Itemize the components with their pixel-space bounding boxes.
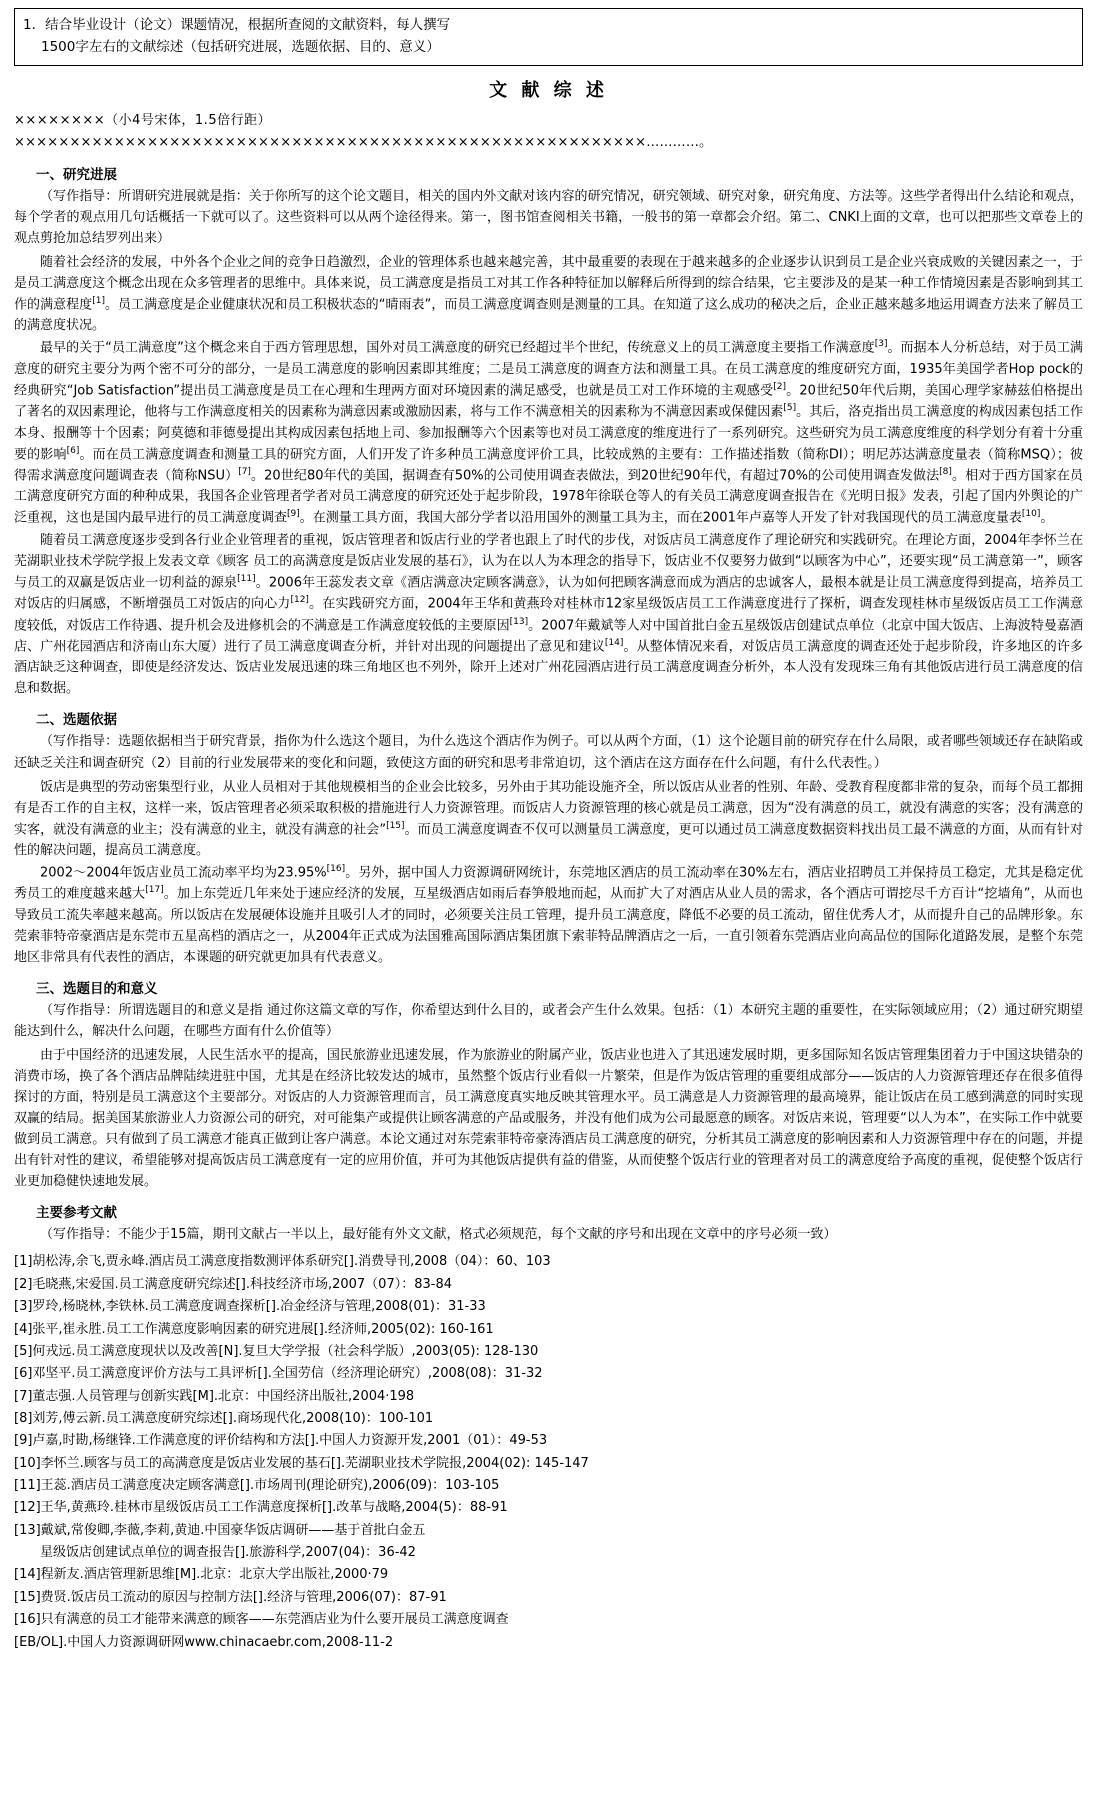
reference-item: [10]李怀兰.顾客与员工的高满意度是饭店业发展的基石[].芜湖职业技术学院报,2004(02): 145-147 bbox=[14, 1455, 589, 1471]
reference-item: [9]卢嘉,时勘,杨继锋.工作满意度的评价结构和方法[].中国人力资源开发,2001（01）：49-53 bbox=[14, 1433, 548, 1449]
reference-item: [5]何戎远.员工满意度现状以及改善[N].复旦大学学报（社会科学版）,2003(05): 128-130 bbox=[14, 1343, 539, 1359]
section-heading-purpose-significance: 三、选题目的和意义 bbox=[36, 980, 158, 997]
reference-item: [8]刘芳,傅云新.员工满意度研究综述[].商场现代化,2008(10)：100-101 bbox=[14, 1410, 434, 1426]
reference-item: [6]邓坚平.员工满意度评价方法与工具评析[].全国劳信（经济理论研究）,2008(08)：31-32 bbox=[14, 1366, 543, 1382]
instruction-line-1: 1．结合毕业设计（论文）课题情况，根据所查阅的文献资料，每人撰写 bbox=[23, 17, 451, 33]
reference-item: 星级饭店创建试点单位的调查报告[].旅游科学,2007(04)：36-42 bbox=[40, 1545, 416, 1561]
reference-item: [1]胡松涛,余飞,贾永峰.酒店员工满意度指数测评体系研究[].消费导刊,2008（04）：60、103 bbox=[14, 1254, 551, 1270]
reference-item: [7]董志强.人员管理与创新实践[M].北京：中国经济出版社,2004·198 bbox=[14, 1388, 415, 1404]
reference-item: [16]只有满意的员工才能带来满意的顾客——东莞酒店业为什么要开展员工满意度调查 bbox=[14, 1612, 509, 1628]
section-guide-references: （写作指导：不能少于15篇，期刊文献占一半以上，最好能有外文文献，格式必须规范，每个文献的序号和出现在文章中的序号必须一致） bbox=[40, 1227, 837, 1243]
section-heading-references: 主要参考文献 bbox=[36, 1205, 117, 1222]
paragraph: 饭店是典型的劳动密集型行业，从业人员相对于其他规模相当的企业会比较多，另外由于其功能设施齐全，所以饭店从业者的性别、年龄、受教育程度都非常的复杂，而每个员工都拥有是否工作的自主权，这样一来，饭店管理者必须采取积极的措施进行人力资源管理。而饭店人力资源管理的核心就是员工满意，因为“没有满意的员工，就没有满意的实客；没有满意的实客，就没有满意的业主；没有满意的业主，就没有满意的社会”[15]。而员工满意度调查不仅可以测量员工满意度，更可以通过员工满意度数据资料找出员工最不满意的方面，从而有针对性的解决问题，提高员工满意度。 bbox=[14, 779, 1083, 859]
reference-item: [15]费贤.饭店员工流动的原因与控制方法[].经济与管理,2006(07)：87-91 bbox=[14, 1589, 447, 1605]
section-guide-topic-basis: （写作指导：选题依据相当于研究背景，指你为什么选这个题目，为什么选这个酒店作为例子。可以从两个方面，（1）这个论题目前的研究存在什么局限，或者哪些领域还存在缺陷或还缺乏关注和调查研究（2）目前的行业发展带来的变化和问题，致使这方面的研究和思考非常迫切，这个酒店在这方面存在什么问题，有什么代表性。） bbox=[14, 734, 1083, 771]
reference-item: [12]王华,黄燕玲.桂林市星级饭店员工工作满意度探析[].改革与战略,2004(5)：88-91 bbox=[14, 1500, 508, 1516]
paragraph: 随着社会经济的发展，中外各个企业之间的竞争日趋激烈，企业的管理体系也越来越完善，其中最重要的表现在于越来越多的企业逐步认识到员工是企业兴衰成败的关键因素之一，于是员工满意度这个概念出现在众多管理者的思维中。具体来说，员工满意度是指员工对其工作各种特征加以解释后所得到的综合结果，它主要涉及的是某一种工作情境因素是否影响到其工作的满意程度[1]。员工满意度是企业健康状况和员工积极状态的“晴雨表”，而员工满意度调查则是测量的工具。在知道了这么成功的秘决之后，企业正越来越多地运用调查方法来了解员工的满意度状况。 bbox=[14, 254, 1083, 334]
section-heading-topic-basis: 二、选题依据 bbox=[36, 712, 117, 729]
reference-item: [14]程新友.酒店管理新思维[M].北京：北京大学出版社,2000·79 bbox=[14, 1567, 389, 1583]
body-placeholder-line: ×××××××××××××××××××××××××××××××××××××××××××××××××××××××××…………。 bbox=[14, 134, 713, 150]
paragraph: 最早的关于“员工满意度”这个概念来自于西方管理思想，国外对员工满意度的研究已经超过半个世纪，传统意义上的员工满意度主要指工作满意度[3]。而据本人分析总结，对于员工满意度的研究主要分为两个密不可分的部分，一是员工满意度的影响因素即其维度；二是员工满意度的调查方法和测量工具。在员工满意度的维度研究方面，1935年美国学者Hop pock的经典研究“Job Satisfaction”提出员工满意度是员工在心理和生理两方面对环境因素的满足感受，也就是员工对工作环境的主观感受[2]。20世纪50年代后期，美国心理学家赫兹伯格提出了著名的双因素理论，他将与工作满意度相关的因素称为满意因素或激励因素，将与工作不满意相关的因素称为不满意因素或保健因素[5]。其后，洛克指出员工满意度的构成因素包括工作本身、报酬等十个因素；阿莫德和菲德曼提出其构成因素包括地上司、参加报酬等六个因素等也对员工满意度的维度进行了一系列研究。这些研究为员工满意度维度的科学划分有着十分重要的影响[6]。而在员工满意度调查和测量工具的研究方面，人们开发了许多种员工满意度评价工具，比较成熟的主要有：工作描述指数（简称DI）；明尼苏达满意度量表（简称MSQ）；彼得需求满意度问题调查表（简称NSU）[7]。20世纪80年代的美国，据调查有50%的公司使用调查表做法，到20世纪90年代，有超过70%的公司使用调查发做法[8]。相对于西方国家在员工满意度研究方面的种种成果，我国各企业管理者学者对员工满意度的研究还处于起步阶段，1978年徐联仓等人的有关员工满意度调查报告在《光明日报》发表，引起了国内外舆论的广泛重视，这也是国内最早进行的员工满意度调查[9]。在测量工具方面，我国大部分学者以沿用国外的测量工具为主，而在2001年卢嘉等人开发了针对我国现代的员工满意度量表[10]。 bbox=[14, 339, 1083, 526]
reference-item: [2]毛晓燕,宋爱国.员工满意度研究综述[].科技经济市场,2007（07）：83-84 bbox=[14, 1276, 452, 1292]
paragraph: 随着员工满意度逐步受到各行业企业管理者的重视，饭店管理者和饭店行业的学者也跟上了时代的步伐，对饭店员工满意度作了理论研究和实践研究。在理论方面，2004年李怀兰在芜湖职业技术学院学报上发表文章《顾客 员工的高满意度是饭店业发展的基石》，认为在以人为本理念的指导下，饭店业不仅要努力做到“以顾客为中心”，还要实现“员工满意第一”，顾客与员工的双赢是饭店业一切利益的源泉[11]。2006年王蕊发表文章《酒店满意决定顾客满意》，认为如何把顾客满意而成为酒店的忠诚客人，最根本就是让员工满意度得到提高，培养员工对饭店的归属感，不断增强员工对饭店的向心力[12]。在实践研究方面，2004年王华和黄燕玲对桂林市12家星级饭店员工工作满意度进行了探析，调查发现桂林市星级饭店员工工作满意度较低，对饭店工作待遇、提升机会及进修机会的不满意是工作满意度较低的主要原因[13]。2007年戴斌等人对中国首批白金五星级饭店创建试点单位（北京中国大饭店、上海波特曼嘉酒店、广州花园酒店和济南山东大厦）进行了员工满意度调查分析，并针对出现的问题提出了意见和建议[14]。从整体情况来看，对饭店员工满意度的调查还处于起步阶段，许多地区的许多酒店缺乏这种调查，即使是经济发达、饭店业发展迅速的珠三角地区也不列外，除开上述对广州花园酒店进行员工满意度调查分析外，本人没有发现珠三角有其他饭店进行员工满意度的信息和数据。 bbox=[14, 532, 1083, 697]
reference-item: [13]戴斌,常俊卿,李薇,李莉,黄迪.中国豪华饭店调研——基于首批白金五 bbox=[14, 1522, 426, 1538]
paragraph: 由于中国经济的迅速发展，人民生活水平的提高，国民旅游业迅速发展，作为旅游业的附属产业，饭店业也进入了其迅速发展时期，更多国际知名饭店管理集团着力于中国这块错杂的消费市场，换了各个酒店品牌陆续进驻中国，尤其是在经济比较发达的城市，虽然整个饭店行业看似一片繁荣，但是作为饭店管理的重要组成部分——饭店的人力资源管理还存在很多值得探讨的方面，特别是员工满意这个主要部分。对饭店的人力资源管理而言，员工满意度真实地反映其管理水平。员工满意是人力资源管理的最高境界，能让饭店在员工感到满意的同时实现双赢的结局。据美国某旅游业人力资源公司的研究，对可能集产或提供让顾客满意的产品或服务，并没有他们成为公司最愿意的顾客。对饭店来说，管理要“以人为本”，在实际工作中就要做到员工满意。只有做到了员工满意才能真正做到让客户满意。本论文通过对东莞索菲特帝豪涛酒店员工满意度的研究，分析其员工满意度的影响因素和人力资源管理中存在的问题，并提出有针对性的建议，希望能够对提高饭店员工满意度有一定的应用价值，并可为其他饭店提供有益的借鉴，从而使整个饭店行业的管理者对员工的满意度给予高度的重视，促使整个饭店行业更加稳健快速地发展。 bbox=[14, 1048, 1083, 1190]
reference-item: [11]王蕊.酒店员工满意度决定顾客满意[].市场周刊(理论研究),2006(09)：103-105 bbox=[14, 1478, 500, 1494]
paragraph: 2002～2004年饭店业员工流动率平均为23.95%[16]。另外，据中国人力资源调研网统计，东莞地区酒店的员工流动率在30%左右，酒店业招聘员工并保持员工稳定，尤其是稳定优秀员工的难度越来越大[17]。加上东莞近几年来处于速应经济的发展，互星级酒店如雨后春笋般地而起，从而扩大了对酒店从业人员的需求，各个酒店可谓挖尽千方百计“挖墙角”，从而也导致员工流失率越来越高。所以饭店在发展硬体设施并且吸引人才的同时，必须要关注员工管理，提升员工满意度，降低不必要的员工流动，留住优秀人才，从而提升自己的品牌形象。东莞索菲特帝豪酒店是东莞市五星高档的酒店之一，从2004年正式成为法国雅高国际酒店集团旗下索菲特品牌酒店之一后，一直引领着东莞酒店业向高品位的国际化道路发展，是整个东莞地区非常具有代表性的酒店，本课题的研究就更加具有代表意义。 bbox=[14, 864, 1083, 965]
section-guide-purpose-significance: （写作指导：所谓选题目的和意义是指 通过你这篇文章的写作，你希望达到什么目的，或者会产生什么效果。包括：（1）本研究主题的重要性，在实际领域应用；（2）通过研究期望能达到什么，解决什么问题，在哪些方面有什么价值等） bbox=[14, 1002, 1083, 1039]
reference-list bbox=[14, 1251, 1083, 1653]
reference-item: [4]张平,崔永胜.员工工作满意度影响因素的研究进展[].经济师,2005(02): 160-161 bbox=[14, 1321, 494, 1337]
reference-item: [EB/OL].中国人力资源调研网www.chinacaebr.com,2008-11-2 bbox=[14, 1634, 394, 1650]
section-guide-research-progress: （写作指导：所谓研究进展就是指：关于你所写的这个论文题目，相关的国内外文献对该内容的研究情况，研究领域、研究对象，研究角度、方法等。这些学者得出什么结论和观点，每个学者的观点用几句话概括一下就可以了。这些资料可以从两个途径得来。第一，图书馆查阅相关书籍，一般书的第一章都会介绍。第二、CNKI上面的文章，也可以把那些文章卷上的观点剪抢加总结罗列出来） bbox=[14, 188, 1083, 246]
title-placeholder-line: ××××××××（小4号宋体，1.5倍行距） bbox=[14, 112, 272, 128]
instruction-line-2: 1500字左右的文献综述（包括研究进展，选题依据、目的、意义） bbox=[41, 39, 440, 56]
page-title: 文 献 综 述 bbox=[489, 79, 608, 101]
section-heading-research-progress: 一、研究进展 bbox=[36, 166, 117, 183]
instruction-box bbox=[14, 8, 1083, 66]
reference-item: [3]罗玲,杨晓林,李铁林.员工满意度调查探析[].冶金经济与管理,2008(01)：31-33 bbox=[14, 1299, 486, 1315]
